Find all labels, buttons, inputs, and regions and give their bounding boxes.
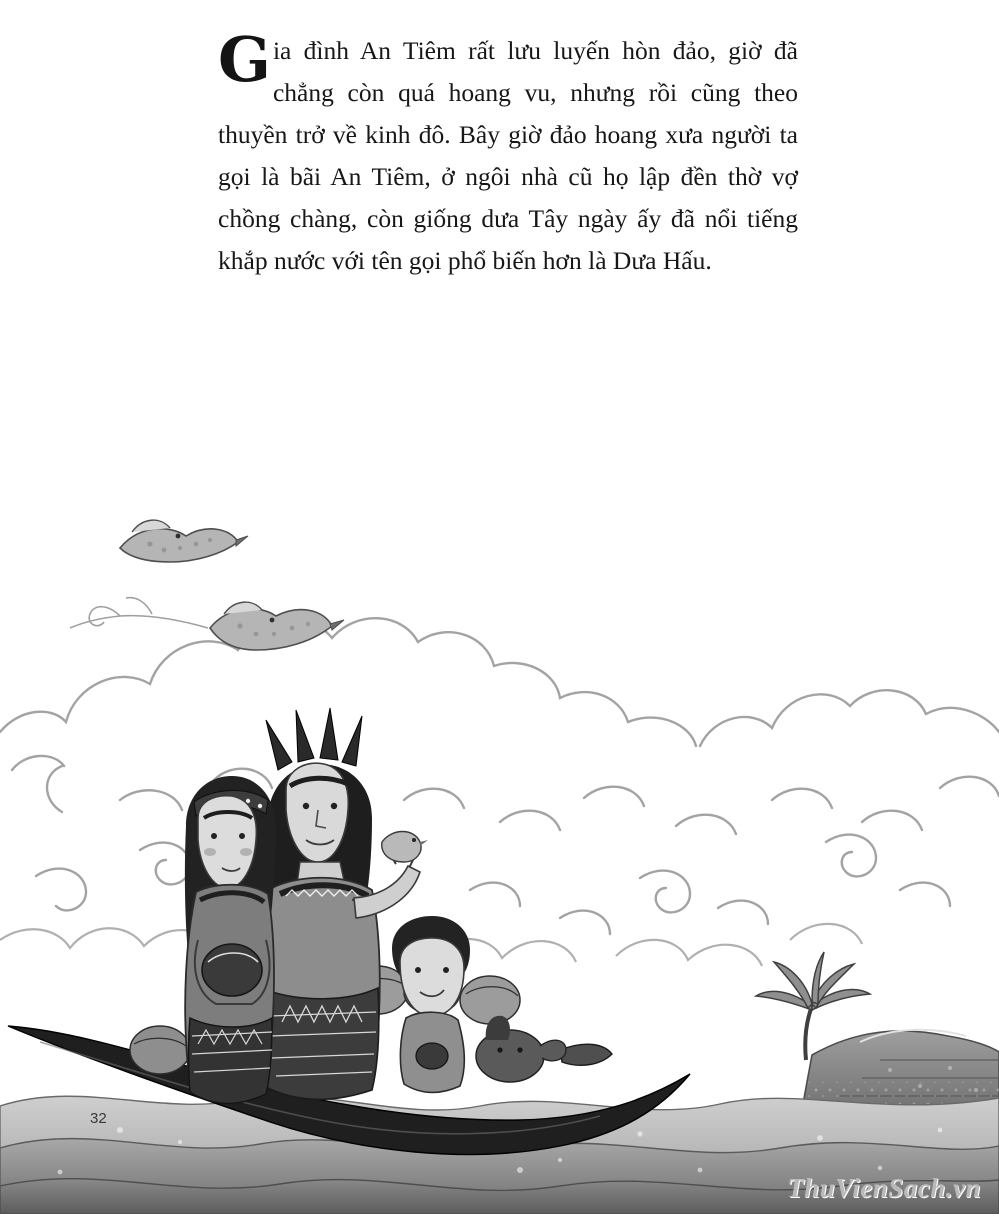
child-figure bbox=[392, 916, 470, 1093]
bird-lower bbox=[210, 602, 344, 650]
illustration bbox=[0, 470, 999, 1214]
page-number: 32 bbox=[90, 1110, 107, 1127]
woman-figure bbox=[185, 776, 276, 1104]
paragraph-text: ia đình An Tiêm rất lưu luyến hòn đảo, giờ đã chẳng còn quá hoang vu, nhưng rồi cũng theo thuyền trở về kinh đô. Bây giờ đảo hoang xưa người ta gọi là bãi An Tiêm, ở ngôi nhà cũ họ lập đền thờ vợ chồng chàng, còn giống dưa Tây ngày ấy đã nổi tiếng khắp nước với tên gọi phổ biến hơn là Dưa Hấu. bbox=[218, 36, 798, 275]
clouds-group bbox=[0, 618, 999, 934]
dog-figure bbox=[476, 1016, 566, 1082]
bird-on-hand bbox=[382, 832, 428, 863]
watermark: ThuVienSach.vn bbox=[787, 1173, 981, 1203]
kite-string bbox=[70, 598, 208, 628]
drop-cap: G bbox=[218, 23, 271, 96]
page-text-block bbox=[218, 23, 798, 282]
illustration-svg bbox=[0, 470, 999, 1214]
man-figure bbox=[261, 708, 420, 1099]
bird-upper bbox=[120, 520, 248, 562]
page-paragraph bbox=[218, 23, 798, 282]
